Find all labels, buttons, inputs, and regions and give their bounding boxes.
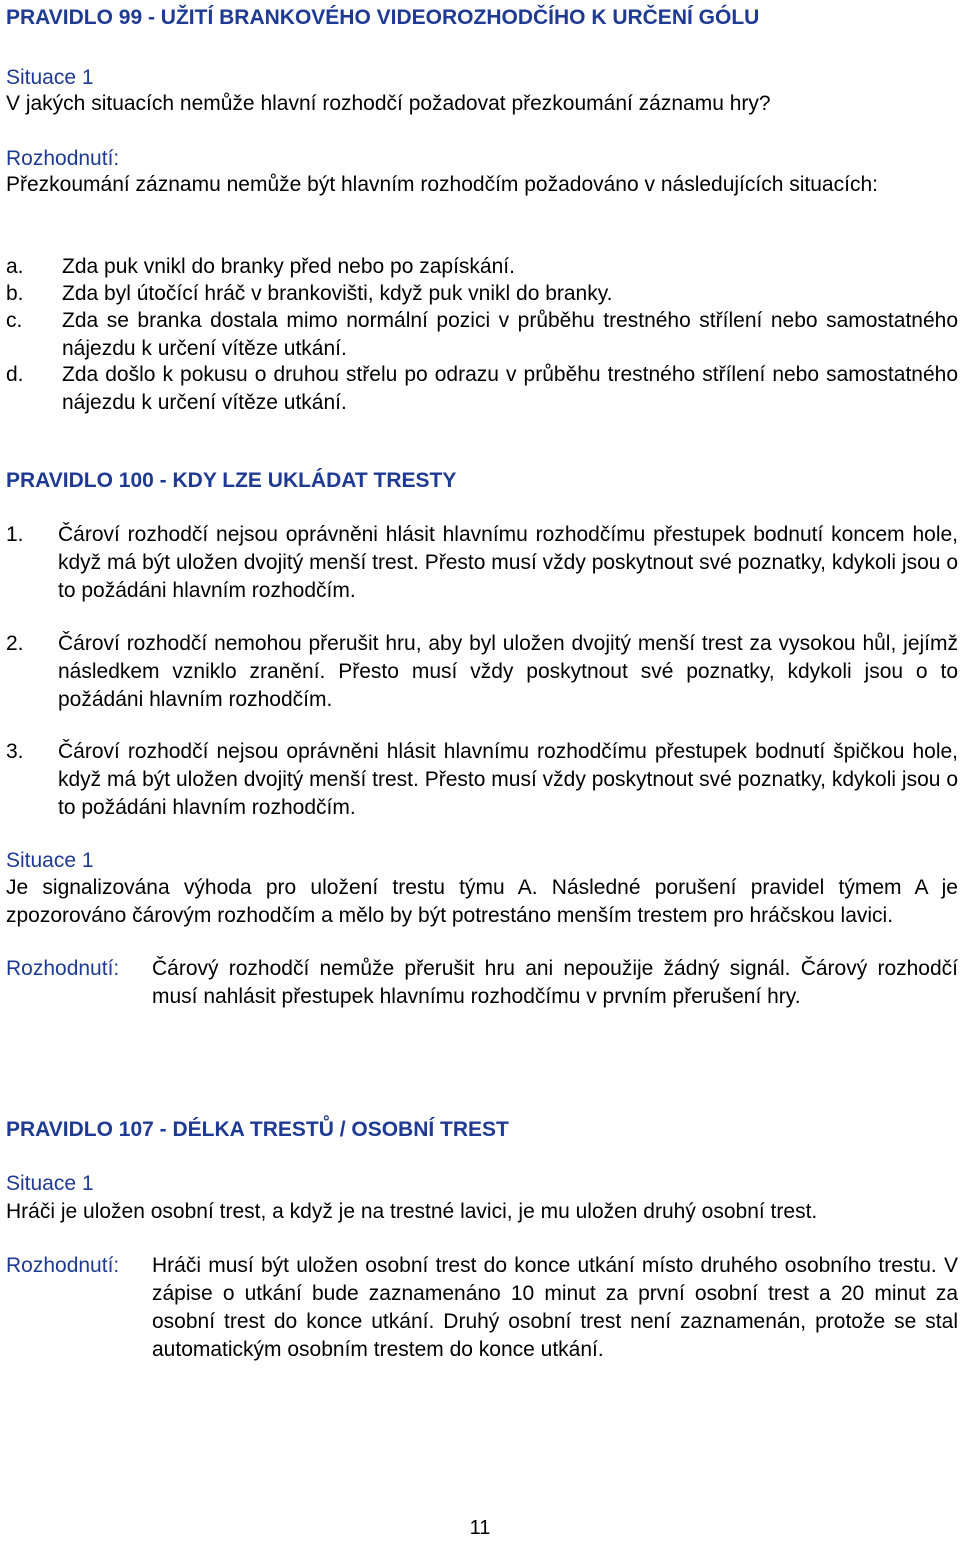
point-label: 3. (6, 740, 24, 763)
item-text: Zda se branka dostala mimo normální pozici v průběhu trestného střílení nebo samostatného nájezdu k určení vítěze utkání. (62, 309, 958, 360)
rule-100-point-1 (6, 521, 958, 605)
item-label: c. (6, 309, 23, 332)
rule-99-item-a (6, 253, 958, 281)
rule-100-decision-label: Rozhodnutí: (6, 957, 120, 980)
item-label: d. (6, 363, 24, 386)
rule-107-situation-label: Situace 1 (6, 1172, 94, 1195)
rule-99-title: PRAVIDLO 99 - UŽITÍ BRANKOVÉHO VIDEOROZHODČÍHO K URČENÍ GÓLU (6, 6, 760, 29)
rule-100-title: PRAVIDLO 100 - KDY LZE UKLÁDAT TRESTY (6, 469, 457, 492)
item-text: Zda puk vnikl do branky před nebo po zapískání. (62, 255, 515, 278)
rule-100-point-3 (6, 738, 958, 822)
rule-100-point-2 (6, 630, 958, 714)
item-label: a. (6, 255, 24, 278)
rule-107-decision-label: Rozhodnutí: (6, 1254, 120, 1277)
rule-99-situation-text: V jakých situacích nemůže hlavní rozhodčí požadovat přezkoumání záznamu hry? (6, 92, 771, 115)
item-text: Zda došlo k pokusu o druhou střelu po odrazu v průběhu trestného střílení nebo samostatného nájezdu k určení vítěze utkání. (62, 363, 958, 414)
page-number: 11 (469, 1517, 491, 1539)
rule-107-decision (6, 1252, 958, 1364)
rule-99-item-b (6, 280, 958, 308)
rule-107-title: PRAVIDLO 107 - DÉLKA TRESTŮ / OSOBNÍ TREST (6, 1118, 509, 1141)
rule-107-situation-text: Hráči je uložen osobní trest, a když je na trestné lavici, je mu uložen druhý osobní trest. (6, 1200, 818, 1223)
rule-99-item-c (6, 307, 958, 363)
rule-99-situation-label: Situace 1 (6, 66, 94, 89)
point-text: Čároví rozhodčí nejsou oprávněni hlásit hlavnímu rozhodčímu přestupek bodnutí špičkou hole, když má být uložen dvojitý menší trest. Přesto musí vždy poskytnout své poznatky, kdykoli jsou o to požádáni hlavním rozhodčím. (58, 740, 958, 819)
rule-100-decision-text: Čárový rozhodčí nemůže přerušit hru ani nepoužije žádný signál. Čárový rozhodčí musí nahlásit přestupek hlavnímu rozhodčímu v prvním přerušení hry. (152, 957, 958, 1008)
rule-99-decision-text: Přezkoumání záznamu nemůže být hlavním rozhodčím požadováno v následujících situacích: (6, 173, 878, 196)
rule-99-decision-label: Rozhodnutí: (6, 147, 120, 170)
point-text: Čároví rozhodčí nejsou oprávněni hlásit hlavnímu rozhodčímu přestupek bodnutí koncem hole, když má být uložen dvojitý menší trest. Přesto musí vždy poskytnout své poznatky, kdykoli jsou o to požádáni hlavním rozhodčím. (58, 523, 958, 602)
rule-107-decision-text: Hráči musí být uložen osobní trest do konce utkání místo druhého osobního trestu. V zápise o utkání bude zaznamenáno 10 minut za první osobní trest a 20 minut za osobní trest do konce utkání. Druhý osobní trest není zaznamenán, protože se stal automatickým osobním trestem do konce utkání. (152, 1254, 958, 1361)
rule-99-item-d (6, 361, 958, 417)
rule-100-decision (6, 955, 958, 1011)
rule-100-situation-label: Situace 1 (6, 849, 94, 872)
item-text: Zda byl útočící hráč v brankovišti, když puk vnikl do branky. (62, 282, 613, 305)
item-label: b. (6, 282, 24, 305)
point-label: 1. (6, 523, 24, 546)
point-text: Čároví rozhodčí nemohou přerušit hru, aby byl uložen dvojitý menší trest za vysokou hůl, jejímž následkem vzniklo zranění. Přesto musí vždy poskytnout své poznatky, kdykoli jsou o to požádáni hlavním rozhodčím. (58, 632, 958, 711)
rule-100-situation-text: Je signalizována výhoda pro uložení trestu týmu A. Následné porušení pravidel týmem A je zpozorováno čárovým rozhodčím a mělo by být potrestáno menším trestem pro hráčskou lavici. (6, 876, 958, 927)
point-label: 2. (6, 632, 24, 655)
